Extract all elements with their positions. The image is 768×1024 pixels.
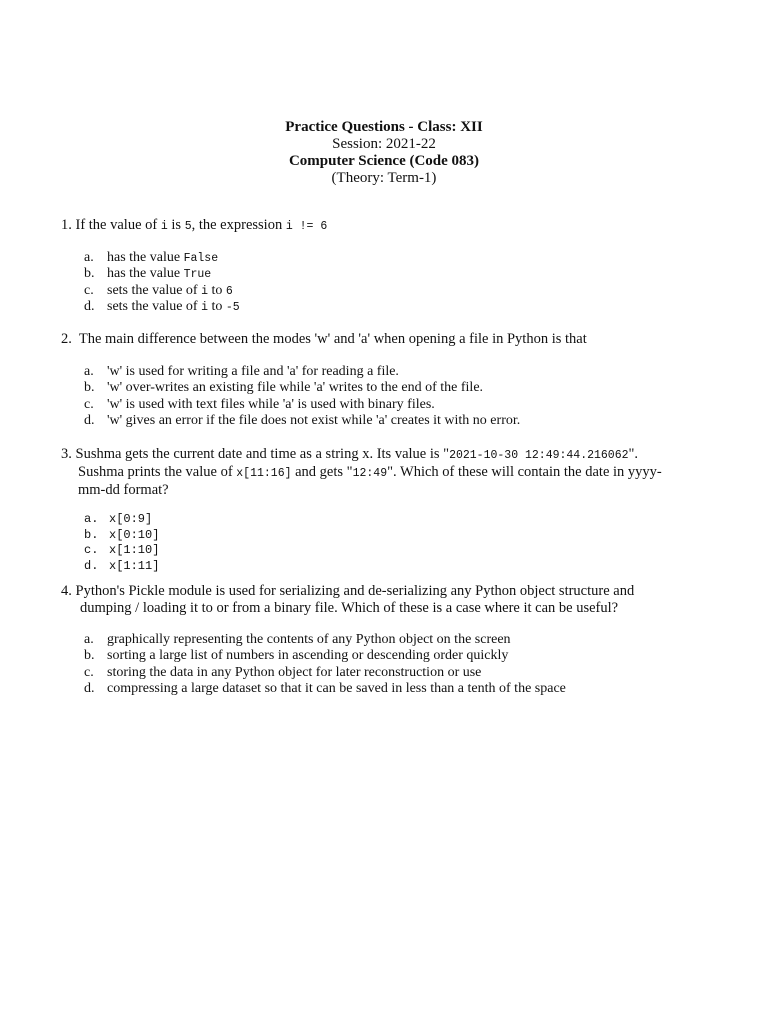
option-text: sets the value of (107, 282, 202, 298)
option-c (84, 397, 724, 413)
option-letter: a. (84, 512, 99, 526)
option-letter: a. (84, 250, 94, 265)
option-text: storing the data in any Python object for later reconstruction or use (107, 664, 482, 680)
option-text: x[1:10] (109, 543, 160, 557)
option-c (84, 283, 684, 299)
option-letter: b. (84, 648, 95, 664)
option-text: has the value (107, 266, 184, 282)
option-letter: d. (84, 558, 99, 573)
question-4-line-2: dumping / loading it to or from a binary file. Which of these is a case where it can be useful? (80, 600, 619, 616)
question-text: ". (628, 446, 639, 462)
option-letter: c. (84, 282, 94, 298)
question-number: 1. (61, 217, 72, 233)
inline-code: 6 (225, 284, 233, 298)
question-4-line-1 (61, 583, 721, 600)
inline-code: True (183, 268, 212, 282)
question-text: Sushma gets the current date and time as a string x. Its value is " (75, 446, 450, 462)
option-text: sorting a large list of numbers in ascending or descending order quickly (107, 648, 509, 664)
question-text: If the value of (75, 217, 161, 233)
option-letter: c. (84, 396, 94, 412)
term-label: (Theory: Term-1) (331, 170, 437, 186)
question-number: 3. (61, 446, 72, 462)
inline-code: False (183, 252, 219, 265)
option-letter: d. (84, 298, 95, 314)
option-text: 'w' over-writes an existing file while 'a' writes to the end of the file. (107, 380, 484, 396)
inline-code: 12:49 (352, 467, 388, 480)
question-1-stem (61, 217, 327, 233)
option-a (84, 511, 284, 527)
option-b (84, 266, 684, 282)
session-label: Session: 2021-22 (332, 136, 436, 152)
option-text: sets the value of (107, 298, 202, 314)
question-text: ". Which of these will contain the date in yyyy- (387, 464, 662, 480)
option-text: 'w' is used for writing a file and 'a' for reading a file. (107, 364, 399, 379)
option-d (84, 681, 724, 697)
question-number: 2. (61, 331, 72, 347)
option-a (84, 364, 724, 380)
option-letter: d. (84, 412, 95, 428)
option-d (84, 299, 684, 315)
question-text: Sushma prints the value of (78, 464, 237, 480)
option-text: x[1:11] (109, 558, 160, 573)
option-letter: d. (84, 680, 95, 696)
option-text: 'w' is used with text files while 'a' is used with binary files. (107, 396, 435, 412)
option-letter: c. (84, 543, 99, 557)
question-text: Python's Pickle module is used for serializing and de-serializing any Python object structure and (75, 583, 635, 599)
question-3-line-1 (61, 446, 701, 464)
question-3 (61, 446, 701, 499)
inline-code: i (160, 220, 168, 233)
option-text: graphically representing the contents of any Python object on the screen (107, 632, 511, 647)
question-2-stem (61, 331, 587, 347)
question-text: , the expression (191, 217, 286, 233)
option-text: compressing a large dataset so that it can be saved in less than a tenth of the space (107, 680, 566, 696)
question-3-line-2 (61, 464, 701, 482)
question-1 (61, 217, 327, 235)
inline-code: 2021-10-30 12:49:44.216062 (449, 449, 629, 462)
document-header (0, 119, 768, 187)
option-letter: b. (84, 380, 95, 396)
option-c (84, 542, 284, 558)
inline-code: 5 (184, 220, 192, 233)
option-letter: b. (84, 266, 95, 282)
document-title: Practice Questions - Class: XII (285, 119, 483, 135)
option-letter: b. (84, 527, 99, 542)
question-1-options (84, 250, 684, 315)
option-letter: c. (84, 664, 94, 680)
option-b (84, 380, 724, 396)
option-text: x[0:10] (109, 527, 160, 542)
question-text: is (167, 217, 185, 233)
inline-code: i (201, 284, 208, 298)
option-text: to (208, 282, 226, 298)
option-b (84, 527, 284, 543)
option-d (84, 558, 284, 574)
question-4-options (84, 632, 724, 697)
option-a (84, 250, 684, 266)
option-a (84, 632, 724, 648)
option-text: x[0:9] (109, 512, 153, 526)
option-c (84, 665, 724, 681)
question-text: The main difference between the modes 'w' and 'a' when opening a file in Python is that (78, 331, 587, 347)
option-d (84, 413, 724, 429)
subject-label: Computer Science (Code 083) (288, 153, 480, 169)
option-letter: a. (84, 364, 94, 379)
inline-code: i (201, 300, 208, 314)
inline-code: -5 (225, 300, 240, 314)
inline-code: x[11:16] (236, 467, 292, 480)
option-text: 'w' gives an error if the file does not exist while 'a' creates it with no error. (107, 412, 521, 428)
question-2-options (84, 364, 724, 429)
question-text: and gets " (291, 464, 353, 480)
inline-code: i != 6 (285, 220, 328, 233)
option-text: to (208, 298, 226, 314)
option-letter: a. (84, 632, 94, 647)
question-3-line-3: mm-dd format? (78, 482, 169, 498)
question-2 (61, 331, 587, 348)
option-b (84, 648, 724, 664)
question-4 (61, 583, 721, 617)
option-text: has the value (107, 250, 184, 265)
question-number: 4. (61, 583, 72, 599)
question-3-options (84, 511, 284, 573)
